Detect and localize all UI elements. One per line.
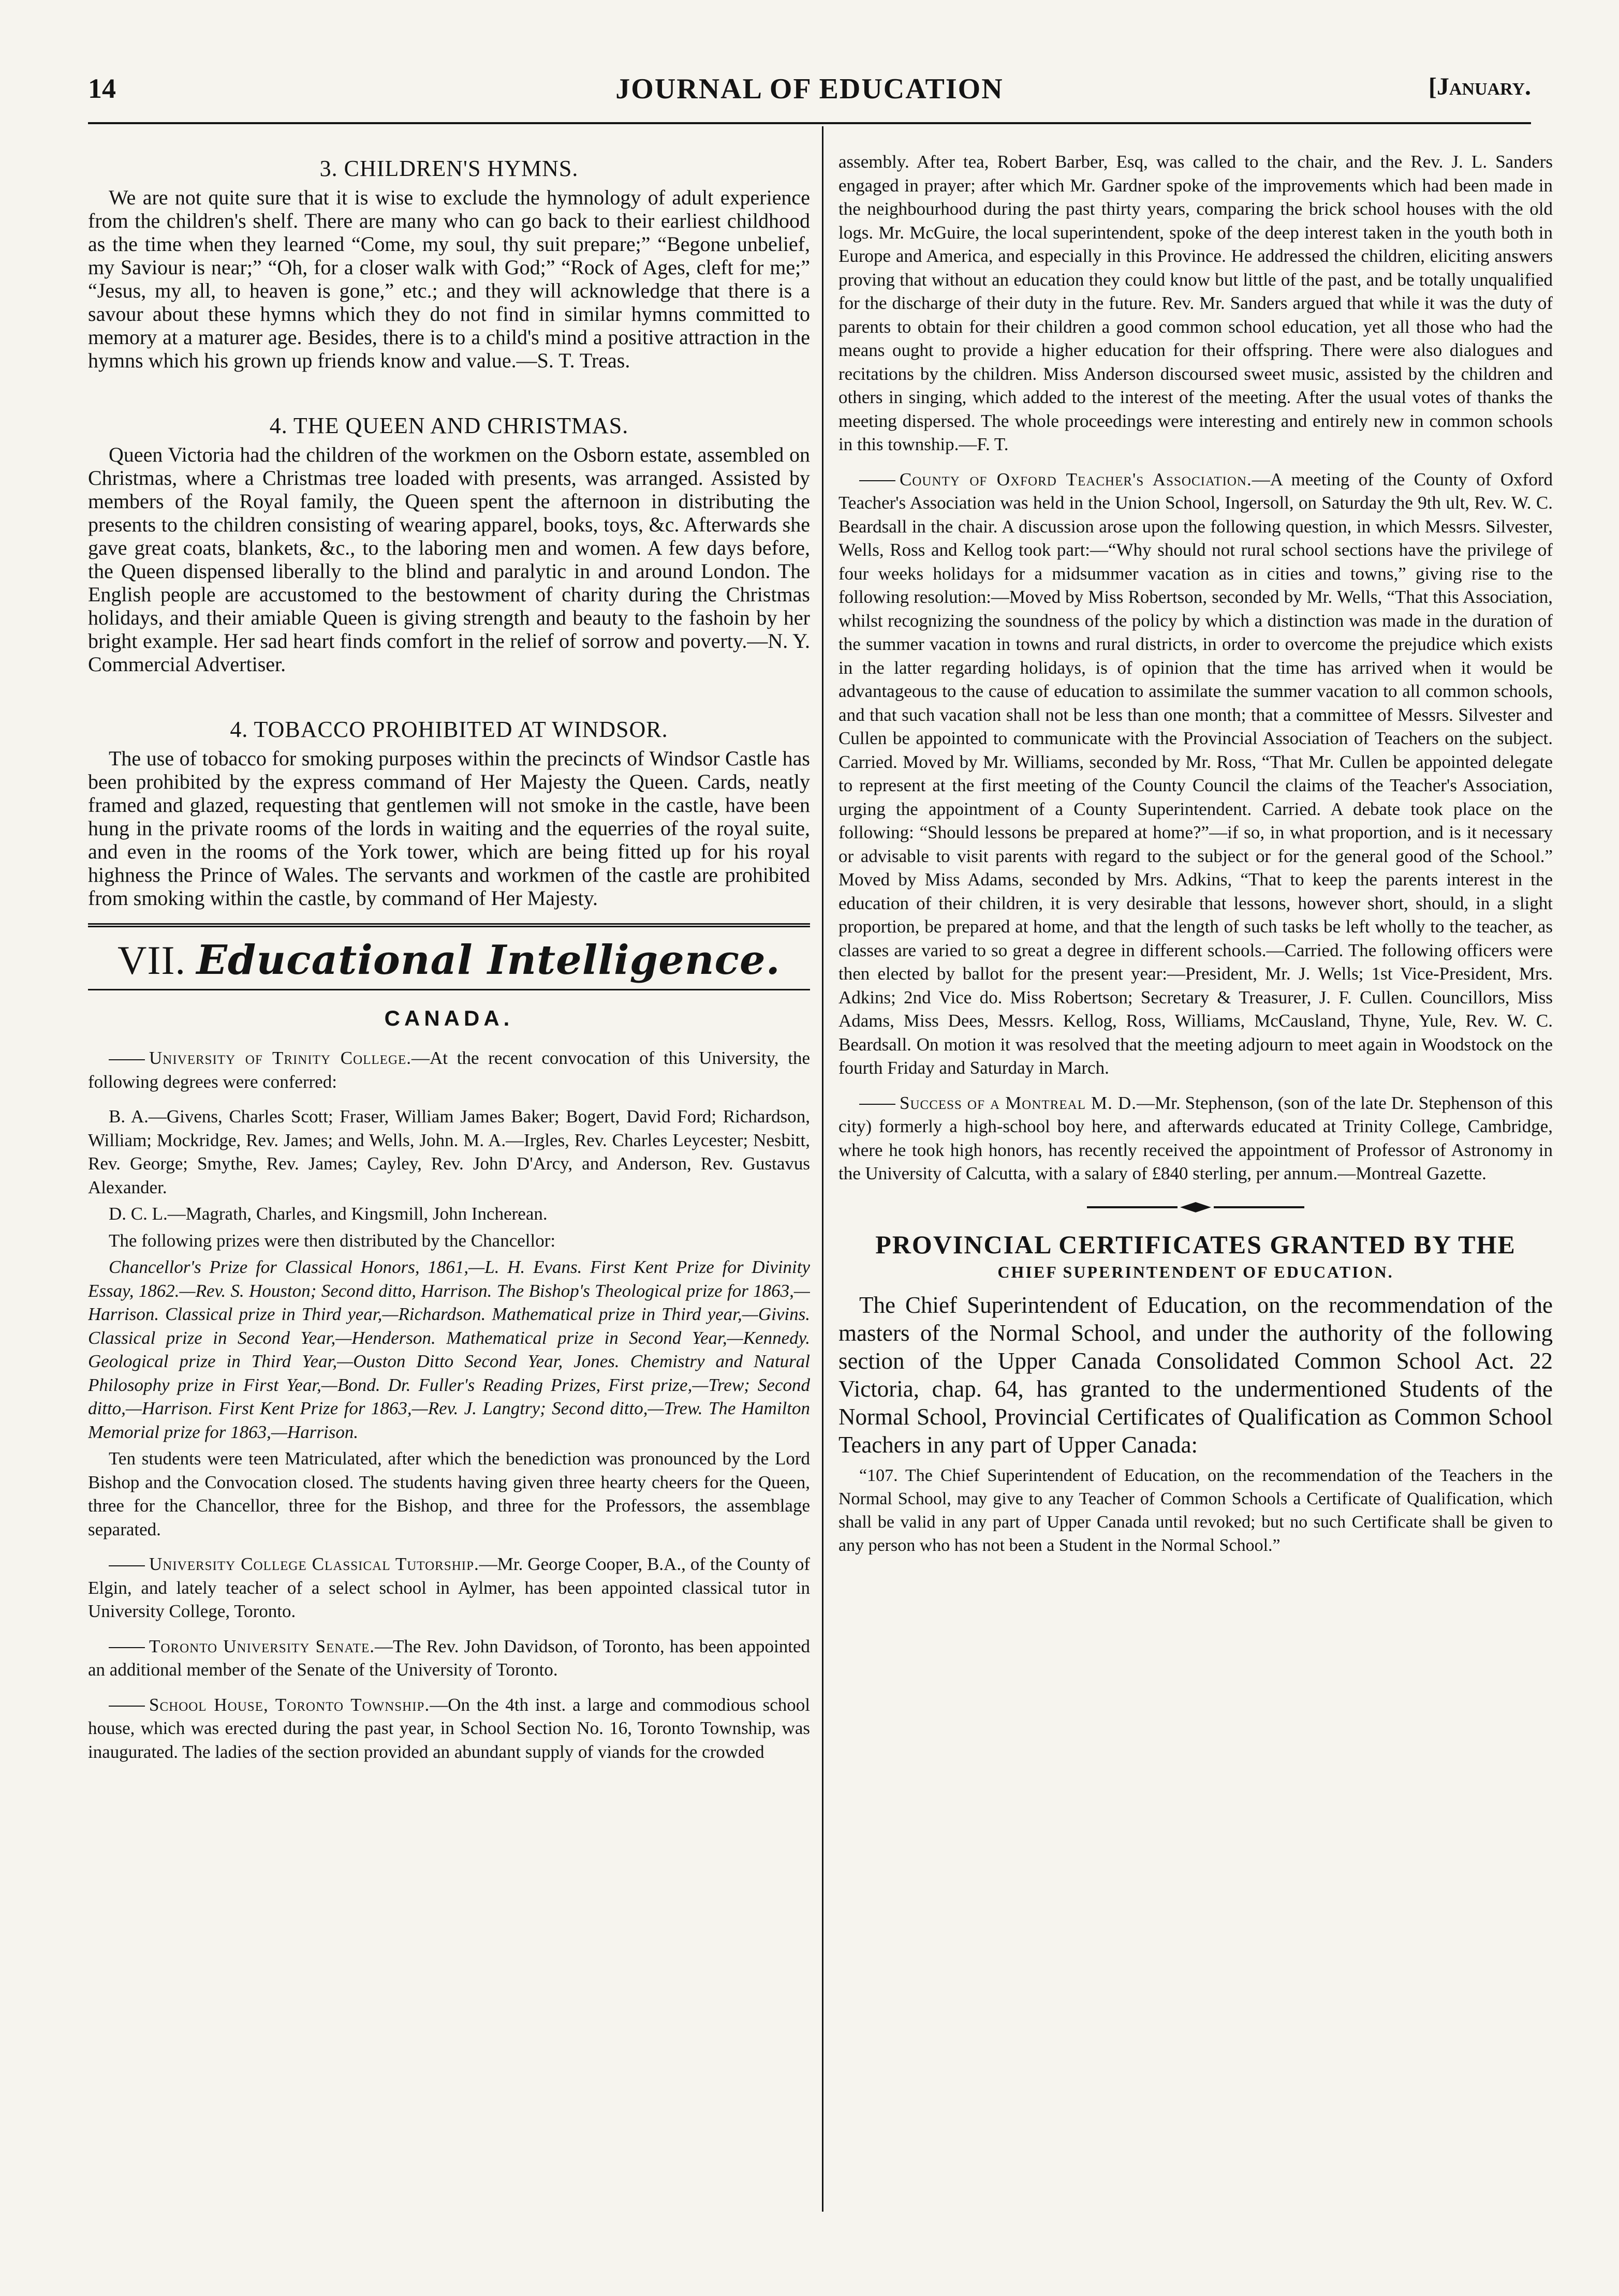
article-heading-childrens-hymns: 3. CHILDREN'S HYMNS.	[319, 156, 579, 181]
ornament-divider	[838, 1201, 1553, 1216]
item-title: Toronto University Senate.	[149, 1636, 375, 1656]
item-dash	[859, 1104, 895, 1105]
item-dash	[109, 1059, 145, 1060]
item-text: —Mr. George Cooper, B.A., of the County of Elgin, and lately teacher of a select school in Aylmer, has been appointed classical tutor in University College, Toronto.	[88, 1554, 810, 1621]
item-text: —The Rev. John Davidson, of Toronto, has been appointed an additional member of the Senate of the University of Toronto.	[88, 1636, 810, 1680]
journal-title: JOURNAL OF EDUCATION	[615, 73, 1004, 105]
section-number: VII.	[117, 938, 186, 983]
header-rule	[88, 122, 1531, 124]
provincial-subtitle: CHIEF SUPERINTENDENT OF EDUCATION.	[997, 1262, 1394, 1281]
section-rule	[88, 923, 810, 929]
item-university-senate	[88, 1635, 810, 1682]
item-dash	[109, 1647, 145, 1648]
running-header	[88, 72, 1531, 119]
item-text: —At the recent convocation of this University, the following degrees were conferred:	[88, 1048, 810, 1092]
right-column	[838, 150, 1553, 2215]
issue-month: [January.	[1428, 73, 1531, 100]
item-school-house	[88, 1693, 810, 1764]
page-number: 14	[88, 73, 116, 104]
article-body-tobacco: The use of tobacco for smoking purposes within the precincts of Windsor Castle has been prohibited by the express command of Her Majesty the Queen. Cards, neatly framed and glazed, requesting that gentlemen will not smoke in the castle, have been hung in the private rooms of the lords in waiting and the equerries of the royal suite, and even in the rooms of the York tower, which are being fitted up for his royal highness the Prince of Wales. The servants and workmen of the castle are prohibited from smoking within the castle, by command of Her Majesty.	[88, 747, 810, 910]
section-name: Educational Intelligence.	[196, 937, 781, 984]
provincial-quote: “107. The Chief Superintendent of Education, on the recommendation of the Teachers in the Normal School, may give to any Teacher of Common Schools a Certificate of Qualification, which shall be valid in any part of Upper Canada until revoked; but no such Certificate shall be given to any person who has not been a Student in the Normal School.”	[838, 1465, 1553, 1555]
item-text: —A meeting of the County of Oxford Teacher's Association was held in the Union School, Ingersoll, on Saturday the 9th ult, Rev. W. C. Beardsall in the chair. A discussion arose upon the following question, in which Messrs. Silvester, Wells, Ross and Kellog took part:—“Why should not rural school sections have the privilege of four weeks holidays for a midsummer vacation as in cities and towns,” giving rise to the following resolution:—Moved by Miss Robertson, seconded by Mr. Wells, “That this Association, whilst recognizing the soundness of the policy by which a distinction was made in the duration of the summer vacation in towns and rural districts, in order to overcome the prejudice which exists in the latter regarding holidays, is of opinion that the time has arrived when it would be advantageous to the cause of education to assimilate the summer vacation to all common schools, and that such vacation shall not be less than one month; that a committee of Messrs. Silvester and Cullen be appointed to communicate with the Provincial Association of Teachers on the subject. Carried. Moved by Mr. Williams, seconded by Mr. Ross, “That Mr. Cullen be appointed delegate to represent at the first meeting of the County Council the claims of the Teacher's Association, urging the appointment of a County Superintendent. Carried. A debate took place on the following: “Should lessons be prepared at home?”—if so, in what proportion, and is it necessary or advisable to visit parents with regard to the subject or for the general good of the School.” Moved by Miss Adams, seconded by Mrs. Adkins, “That to keep the parents interest in the education of their children, it is very desirable that lessons, however short, should, in a slight proportion, be prepared at home, and that the length of such tasks be left wholly to the teacher, as classes are varied to so great a degree in different schools.—Carried. The following officers were then elected by ballot for the present year:—President, Mr. J. Wells; 1st Vice-President, Mrs. Adkins; 2nd Vice do. Miss Robertson; Secretary & Treasurer, J. F. Cullen. Councillors, Miss Adams, Miss Dees, Messrs. Kellog, Ross, Williams, McCausland, Thyne, Yule, Rev. W. C. Beardsall. On motion it was resolved that the meeting adjourn to meet again in Woodstock on the fourth Friday and Saturday in March.	[838, 469, 1553, 1078]
item-dash	[109, 1565, 145, 1566]
left-column	[88, 155, 810, 2215]
school-house-continued: assembly. After tea, Robert Barber, Esq, was called to the chair, and the Rev. J. L. Sanders engaged in prayer; after which Mr. Gardner spoke of the improvements which had been made in the neighbourhood during the past thirty years, comparing the brick school houses with the old logs. Mr. McGuire, the local superintendent, spoke of the deep interest taken in the youth both in Europe and America, and especially in this Province. He addressed the children, eliciting answers proving that without an education they could know but little of the past, and be totally unqualified for the discharge of their duty in the future. Rev. Mr. Sanders argued that while it was the duty of parents to obtain for their children a good common school education, yet all those who had the means ought to provide a higher education for their offspring. There were also dialogues and recitations by the children. Miss Anderson discoursed sweet music, assisted by the children and others in singing, which added to the interest of the meeting. After the usual votes of thanks the meeting dispersed. The whole proceedings were interesting and entirely new in common schools in this township.—F. T.	[838, 152, 1553, 454]
convocation-closing: Ten students were teen Matriculated, after which the benediction was pronounced by the Lord Bishop and the Convocation closed. The students having given three hearty cheers for the Queen, three for the Chancellor, three for the Bishop, and three for the Professors, the assemblage separated.	[88, 1448, 810, 1539]
article-body-childrens-hymns: We are not quite sure that it is wise to exclude the hymnology of adult experience from the children's shelf. There are many who can go back to their earliest childhood as the time when they learned “Come, my soul, thy suit prepare;” “Begone unbelief, my Saviour is near;” “Oh, for a closer walk with God;” “Rock of Ages, cleft for me;” “Jesus, my all, to heaven is gone,” etc.; and they will acknowledge that there is a savour about these hymns which they do not find in similar hymns committed to memory at a maturer age. Besides, there is to a child's mind a positive attraction in the hymns which his grown up friends know and value.—S. T. Treas.	[88, 186, 810, 372]
provincial-body: The Chief Superintendent of Education, on the recommendation of the masters of the Normal School, and under the authority of the following section of the Upper Canada Consolidated Common School Act. 22 Victoria, chap. 64, has granted to the undermentioned Students of the Normal School, Provincial Certificates of Qualification as Common School Teachers in any part of Upper Canada:	[838, 1292, 1553, 1458]
degrees-ba-ma: B. A.—Givens, Charles Scott; Fraser, William James Baker; Bogert, David Ford; Richardson, William; Mockridge, Rev. James; and Wells, John. M. A.—Irgles, Rev. Charles Leycester; Nesbitt, Rev. George; Smythe, Rev. James; Cayley, Rev. John D'Arcy, and Anderson, Rev. Gustavus Alexander.	[88, 1106, 810, 1197]
item-title: County of Oxford Teacher's Association.	[900, 469, 1252, 490]
item-classical-tutorship	[88, 1552, 810, 1623]
item-text: —Mr. Stephenson, (son of the late Dr. Stephenson of this city) formerly a high-school boy here, and afterwards educated at Trinity College, Cambridge, where he took high honors, has recently received the appointment of Professor of Astronomy in the University of Calcutta, with a salary of £840 sterling, per annum.—Montreal Gazette.	[838, 1092, 1553, 1183]
item-title: Success of a Montreal M. D.	[900, 1092, 1137, 1113]
article-heading-queen-christmas: 4. THE QUEEN AND CHRISTMAS.	[269, 413, 629, 438]
item-title: School House, Toronto Township.	[149, 1694, 430, 1715]
prizes-list: Chancellor's Prize for Classical Honors, 1861,—L. H. Evans. First Kent Prize for Divinity Essay, 1862.—Rev. S. Houston; Second ditto, Harrison. The Bishop's Theological prize for 1863,—Harrison. Classical prize in Third year,—Richardson. Mathematical prize in Third year,—Givins. Classical prize in Second Year,—Henderson. Mathematical prize in Second Year,—Kennedy. Geological prize in Third Year,—Ouston Ditto Second Year, Jones. Chemistry and Natural Philosophy prize in First Year,—Bond. Dr. Fuller's Reading Prizes, First prize,—Trew; Second ditto,—Harrison. First Kent Prize for 1863,—Rev. J. Langtry; Second ditto,—Trew. The Hamilton Memorial prize for 1863,—Harrison.	[88, 1257, 810, 1442]
item-dash	[109, 1706, 145, 1707]
column-divider	[822, 126, 823, 2212]
item-title: University College Classical Tutorship.	[149, 1554, 479, 1574]
item-dash	[859, 480, 895, 481]
item-title: University of Trinity College.	[149, 1048, 412, 1068]
prizes-intro: The following prizes were then distributed by the Chancellor:	[109, 1230, 556, 1251]
section-underline	[88, 989, 810, 990]
degrees-dcl: D. C. L.—Magrath, Charles, and Kingsmill, John Incherean.	[109, 1204, 548, 1224]
item-oxford-association	[838, 468, 1553, 1080]
item-text: —On the 4th inst. a large and commodious school house, which was erected during the past year, in School Section No. 16, Toronto Township, was inaugurated. The ladies of the section provided an abundant supply of viands for the crowded	[88, 1694, 810, 1762]
article-body-queen-christmas: Queen Victoria had the children of the workmen on the Osborn estate, assembled on Christmas, where a Christmas tree loaded with presents, was arranged. Assisted by members of the Royal family, the Queen spent the afternoon in distributing the presents to the children consisting of wearing apparel, books, toys, &c. Afterwards she gave great coats, blankets, &c., to the laboring men and women. A few days before, the Queen dispensed liberally to the blind and paralytic in and around London. The English people are accustomed to the bestowment of charity during the Christmas holidays, and their amiable Queen is giving strength and beauty to the fashoin by her bright example. Her sad heart finds comfort in the relief of sorrow and poverty.—N. Y. Commercial Advertiser.	[88, 443, 810, 676]
item-trinity-college	[88, 1046, 810, 1093]
article-heading-tobacco: 4. TOBACCO PROHIBITED AT WINDSOR.	[230, 717, 668, 742]
section-title	[88, 937, 810, 984]
item-montreal-md	[838, 1091, 1553, 1186]
region-heading: CANADA.	[384, 1006, 514, 1030]
ornament-rule-icon	[1087, 1201, 1304, 1213]
provincial-title: PROVINCIAL CERTIFICATES GRANTED BY THE	[875, 1230, 1516, 1259]
